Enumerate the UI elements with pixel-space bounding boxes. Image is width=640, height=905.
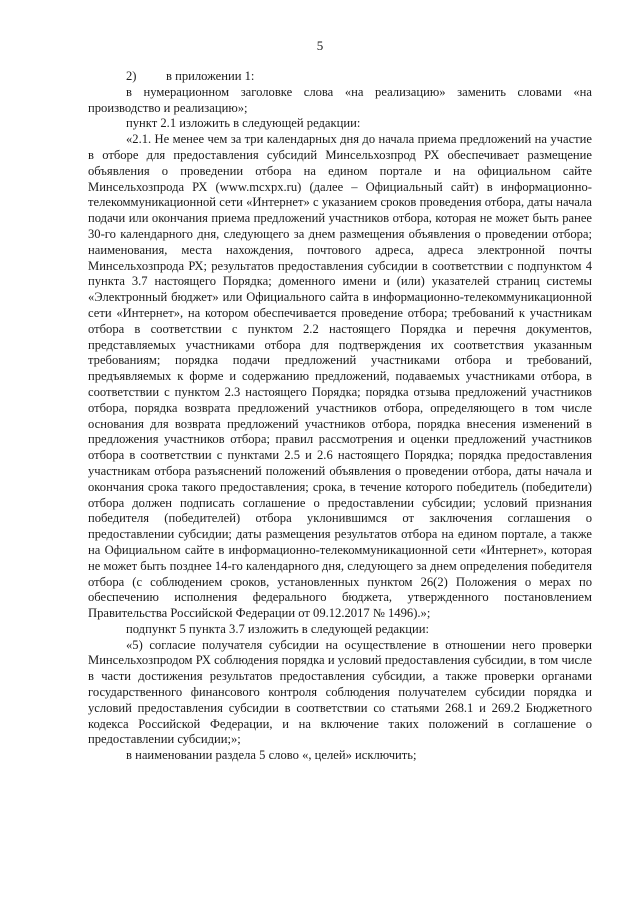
paragraph-subclause-intro: подпункт 5 пункта 3.7 изложить в следующей редакции: (126, 621, 429, 636)
document-body (88, 69, 592, 764)
paragraph-amend-title: в нумерационном заголовке слова «на реализацию» заменить словами «на производство и реализацию»; (88, 84, 592, 115)
list-item (88, 69, 592, 85)
paragraph-clause-2-1: «2.1. Не менее чем за три календарных дня до начала приема предложений на участие в отборе для предоставления субсидий Минсельхозпрод РХ обеспечивает размещение объявления о проведении отбора на едином портале и на официальном сайте Минсельхозпрода РХ (www.mcxpx.ru) (далее – Официальный сайт) в информационно-телекоммуникационной сети «Интернет» с указанием сроков проведения отбора, даты начала подачи или окончания приема предложений участников отбора, которая не может быть ранее 30-го календарного дня, следующего за днем размещения объявления о проведении отбора; наименования, места нахождения, почтового адреса, адреса электронной почты Минсельхозпрода РХ; результатов предоставления субсидии в соответствии с подпунктом 4 пункта 3.7 настоящего Порядка; доменного имени и (или) указателей страниц системы «Электронный бюджет» или Официального сайта в информационно-телекоммуникационной сети «Интернет», на котором обеспечивается проведение отбора; требований к участникам отбора в соответствии с пунктом 2.2 настоящего Порядка и перечня документов, представляемых участниками отбора для подтверждения их соответствия указанным требованиям; порядка подачи предложений участниками отбора и требований, предъявляемых к форме и содержанию предложений, подаваемых участниками отбора, в соответствии с пунктом 2.3 настоящего Порядка; порядка отзыва предложений участников отбора, порядка возврата предложений участников отбора, определяющего в том числе основания для возврата предложений участников отбора, порядка внесения изменений в предложения участников отбора; правил рассмотрения и оценки предложений участников отбора в соответствии с пунктами 2.5 и 2.6 настоящего Порядка; порядка предоставления участникам отбора разъяснений положений объявления о проведении отбора, даты начала и окончания срока такого предоставления; срока, в течение которого победитель (победители) отбора должен подписать соглашение о предоставлении субсидии; условий признания победителя (победителей) отбора уклонившимся от заключения соглашения о предоставлении субсидии; даты размещения результатов отбора на едином портале, а также на Официальном сайте в информационно-телекоммуникационной сети «Интернет», которая не может быть позднее 14-го календарного дня, следующего за днем определения победителя отбора (с соблюдением сроков, установленных пунктом 26(2) Положения о мерах по обеспечению исполнения федерального бюджета, утвержденного постановлением Правительства Российской Федерации от 09.12.2017 № 1496).»; (88, 132, 592, 621)
page-number: 5 (316, 38, 324, 53)
list-item-text: в приложении 1: (166, 69, 255, 83)
paragraph-clause-intro: пункт 2.1 изложить в следующей редакции: (126, 116, 361, 131)
paragraph-subclause-5: «5) согласие получателя субсидии на осуществление в отношении него проверки Минсельхозпродом РХ соблюдения порядка и условий предоставления субсидии, в том числе в части достижения результатов предоставления субсидии, а также проверки органами государственного финансового контроля соблюдения получателем субсидии порядка и условий предоставления субсидии в соответствии со статьями 268.1 и 269.2 Бюджетного кодекса Российской Федерации, и на включение таких положений в соглашение о предоставлении субсидии;»; (88, 637, 592, 747)
list-item-number: 2) (126, 69, 137, 83)
paragraph-section-5: в наименовании раздела 5 слово «, целей» исключить; (126, 748, 417, 763)
